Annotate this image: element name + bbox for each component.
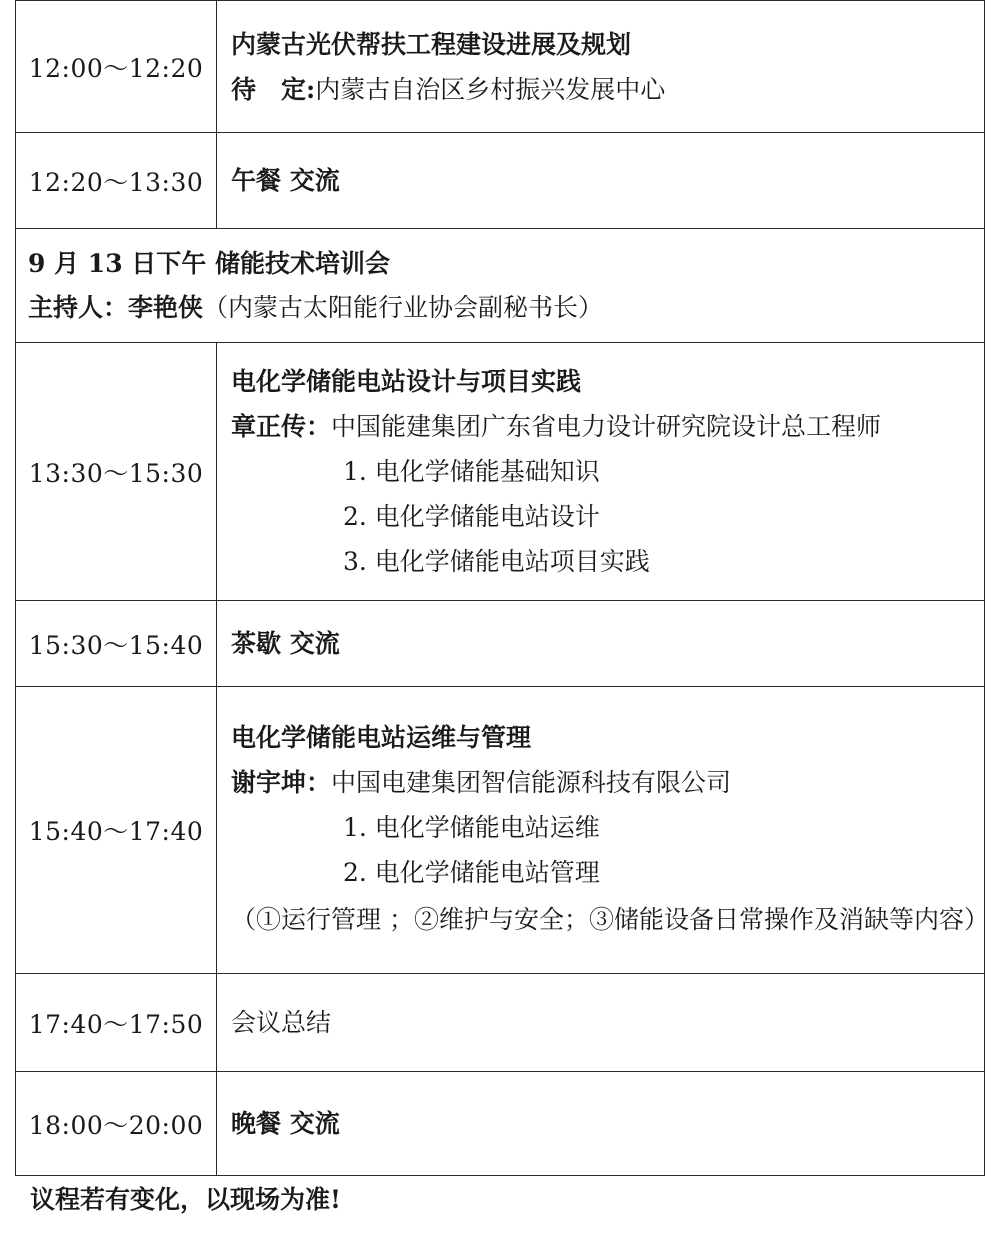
time-cell: 17:40～17:50 [16,974,217,1072]
session-title: 内蒙古光伏帮扶工程建设进展及规划 [231,29,632,59]
content-cell [217,1,985,133]
speaker-org: 内蒙古自治区乡村振兴发展中心 [315,74,666,104]
speaker-org: 中国电建集团智信能源科技有限公司 [331,768,732,797]
content-cell [217,343,985,601]
section-row [16,229,985,343]
content-cell [217,974,985,1072]
table-row [16,133,985,229]
time-cell: 12:20～13:30 [16,133,217,229]
table-row [16,1,985,133]
session-title: 会议总结 [231,1008,332,1037]
table-row [16,687,985,974]
content-cell [217,601,985,687]
speaker-label: 谢宇坤： [231,768,332,797]
list-item: 2. 电化学储能电站设计 [343,502,600,531]
time-cell: 12:00～12:20 [16,1,217,133]
list-item: 1. 电化学储能电站运维 [343,813,600,842]
speaker-label: 待 定: [231,74,316,104]
table-row [16,1072,985,1176]
session-title: 电化学储能电站设计与项目实践 [231,367,582,396]
session-note: （①运行管理 ；②维护与安全；③储能设备日常操作及消缺等内容） [231,905,989,934]
list-item: 2. 电化学储能电站管理 [343,858,600,887]
speaker-label: 章正传： [231,412,332,441]
table-row [16,974,985,1072]
session-title: 电化学储能电站运维与管理 [231,723,532,752]
time-cell: 15:40～17:40 [16,687,217,974]
host-line [28,286,984,330]
speaker-org: 中国能建集团广东省电力设计研究院设计总工程师 [331,412,882,441]
speaker-line [231,404,978,449]
table-row [16,343,985,601]
agenda-table [15,0,989,1176]
time-cell: 13:30～15:30 [16,343,217,601]
host-label: 主持人：李艳侠 [28,292,204,322]
content-cell [217,687,989,974]
list-item: 3. 电化学储能电站项目实践 [343,547,650,576]
time-cell: 18:00～20:00 [16,1072,217,1176]
speaker-line [231,760,978,805]
footer-note: 议程若有变化，以现场为准! [30,1185,341,1214]
section-heading: 9 月 13 日下午 储能技术培训会 [28,248,391,278]
table-row [16,601,985,687]
host-org: （内蒙古太阳能行业协会副秘书长） [203,292,604,322]
content-cell [217,1072,985,1176]
session-title: 晚餐 交流 [231,1109,340,1138]
content-cell [217,133,985,229]
list-item: 1. 电化学储能基础知识 [343,457,600,486]
session-title: 茶歇 交流 [231,629,340,658]
speaker-line [231,67,978,112]
session-title: 午餐 交流 [231,166,340,195]
section-cell [16,229,985,343]
time-cell: 15:30～15:40 [16,601,217,687]
